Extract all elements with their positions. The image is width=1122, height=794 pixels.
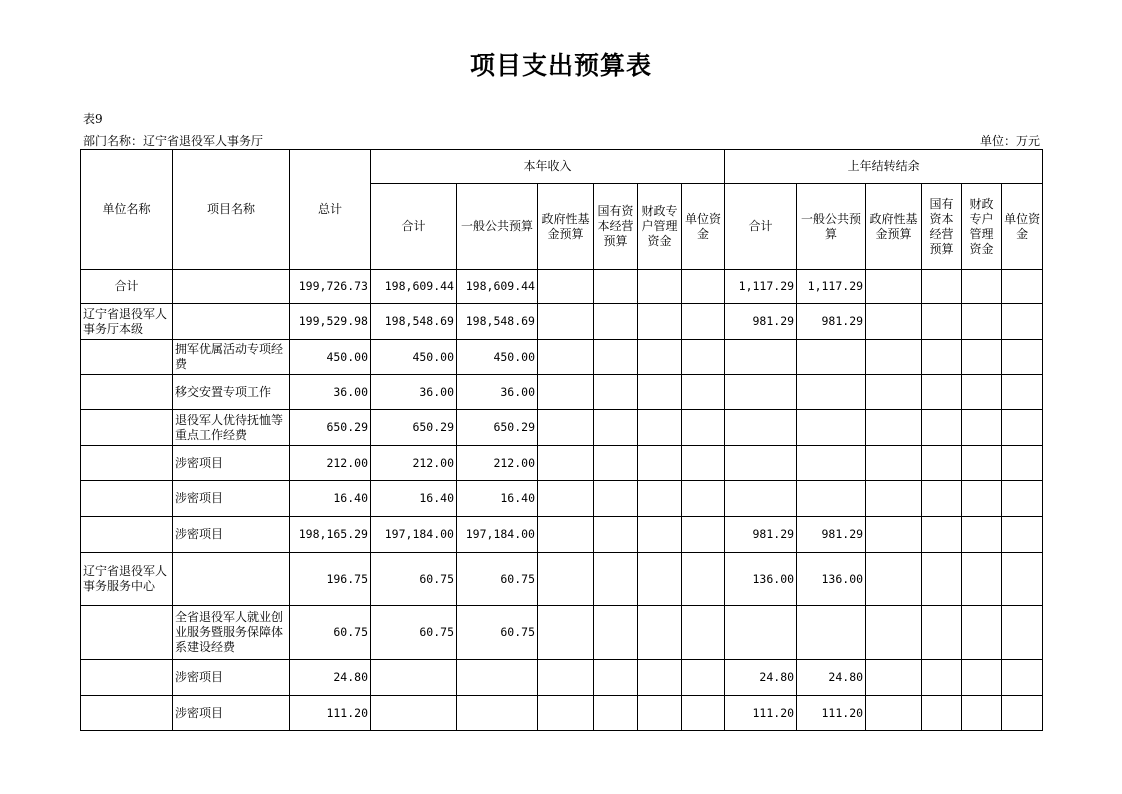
row-cy-subtotal: 36.00 xyxy=(371,375,457,410)
row-total: 196.75 xyxy=(290,553,371,606)
row-py-gov-fund xyxy=(866,304,922,340)
table-row xyxy=(81,446,1043,481)
header-py-state-capital: 国有资本经营预算 xyxy=(922,184,962,270)
row-cy-fiscal-special xyxy=(638,446,682,481)
row-py-state-capital xyxy=(922,270,962,304)
row-cy-gov-fund xyxy=(538,446,594,481)
row-cy-fiscal-special xyxy=(638,481,682,517)
row-py-general-public xyxy=(797,410,866,446)
row-total: 24.80 xyxy=(290,660,371,696)
row-total: 199,529.98 xyxy=(290,304,371,340)
header-total: 总计 xyxy=(290,150,371,270)
header-cy-state-capital: 国有资本经营预算 xyxy=(594,184,638,270)
header-prior-year-carryover: 上年结转结余 xyxy=(725,150,1043,184)
row-cy-gov-fund xyxy=(538,517,594,553)
row-py-subtotal: 111.20 xyxy=(725,696,797,731)
row-cy-fiscal-special xyxy=(638,553,682,606)
row-cy-state-capital xyxy=(594,340,638,375)
row-cy-gov-fund xyxy=(538,606,594,660)
row-py-unit-fund xyxy=(1002,660,1043,696)
row-py-gov-fund xyxy=(866,410,922,446)
table-row xyxy=(81,304,1043,340)
row-py-fiscal-special xyxy=(962,446,1002,481)
row-cy-gov-fund xyxy=(538,553,594,606)
row-project-name: 全省退役军人就业创业服务暨服务保障体系建设经费 xyxy=(173,606,290,660)
row-py-fiscal-special xyxy=(962,606,1002,660)
row-cy-subtotal: 650.29 xyxy=(371,410,457,446)
row-cy-general-public: 197,184.00 xyxy=(457,517,538,553)
header-current-year-income: 本年收入 xyxy=(371,150,725,184)
header-cy-general-public: 一般公共预算 xyxy=(457,184,538,270)
row-cy-subtotal xyxy=(371,660,457,696)
row-py-state-capital xyxy=(922,375,962,410)
row-py-unit-fund xyxy=(1002,340,1043,375)
row-cy-general-public: 16.40 xyxy=(457,481,538,517)
row-cy-general-public: 450.00 xyxy=(457,340,538,375)
row-py-general-public xyxy=(797,606,866,660)
row-project-name: 涉密项目 xyxy=(173,446,290,481)
row-cy-gov-fund xyxy=(538,304,594,340)
table-row xyxy=(81,517,1043,553)
row-py-unit-fund xyxy=(1002,696,1043,731)
row-cy-fiscal-special xyxy=(638,606,682,660)
row-cy-fiscal-special xyxy=(638,270,682,304)
row-project-name: 拥军优属活动专项经费 xyxy=(173,340,290,375)
header-cy-unit-fund: 单位资金 xyxy=(682,184,725,270)
row-cy-unit-fund xyxy=(682,270,725,304)
row-cy-general-public: 198,548.69 xyxy=(457,304,538,340)
row-total: 650.29 xyxy=(290,410,371,446)
row-py-unit-fund xyxy=(1002,553,1043,606)
row-cy-fiscal-special xyxy=(638,410,682,446)
row-py-fiscal-special xyxy=(962,340,1002,375)
table-row xyxy=(81,553,1043,606)
row-py-state-capital xyxy=(922,446,962,481)
table-row xyxy=(81,481,1043,517)
row-py-fiscal-special xyxy=(962,660,1002,696)
header-project-name: 项目名称 xyxy=(173,150,290,270)
row-py-subtotal: 24.80 xyxy=(725,660,797,696)
row-py-fiscal-special xyxy=(962,696,1002,731)
header-py-subtotal: 合计 xyxy=(725,184,797,270)
header-py-unit-fund: 单位资金 xyxy=(1002,184,1043,270)
row-cy-general-public xyxy=(457,696,538,731)
header-py-general-public: 一般公共预算 xyxy=(797,184,866,270)
row-cy-unit-fund xyxy=(682,375,725,410)
row-py-fiscal-special xyxy=(962,481,1002,517)
header-py-gov-fund: 政府性基金预算 xyxy=(866,184,922,270)
row-py-subtotal: 981.29 xyxy=(725,517,797,553)
row-cy-fiscal-special xyxy=(638,517,682,553)
row-py-general-public xyxy=(797,340,866,375)
header-unit-name: 单位名称 xyxy=(81,150,173,270)
row-cy-state-capital xyxy=(594,446,638,481)
row-cy-gov-fund xyxy=(538,270,594,304)
row-total: 16.40 xyxy=(290,481,371,517)
row-cy-subtotal: 60.75 xyxy=(371,553,457,606)
row-py-unit-fund xyxy=(1002,304,1043,340)
row-py-subtotal xyxy=(725,481,797,517)
row-cy-state-capital xyxy=(594,660,638,696)
row-py-fiscal-special xyxy=(962,375,1002,410)
row-cy-state-capital xyxy=(594,696,638,731)
row-py-gov-fund xyxy=(866,660,922,696)
row-cy-unit-fund xyxy=(682,304,725,340)
row-py-state-capital xyxy=(922,553,962,606)
row-cy-subtotal: 450.00 xyxy=(371,340,457,375)
table-row xyxy=(81,696,1043,731)
row-py-fiscal-special xyxy=(962,517,1002,553)
row-cy-unit-fund xyxy=(682,553,725,606)
header-cy-subtotal: 合计 xyxy=(371,184,457,270)
row-unit-name xyxy=(81,375,173,410)
row-unit-name xyxy=(81,606,173,660)
row-py-gov-fund xyxy=(866,446,922,481)
row-cy-unit-fund xyxy=(682,660,725,696)
row-py-fiscal-special xyxy=(962,304,1002,340)
row-total: 199,726.73 xyxy=(290,270,371,304)
row-py-unit-fund xyxy=(1002,270,1043,304)
row-py-state-capital xyxy=(922,660,962,696)
row-total: 212.00 xyxy=(290,446,371,481)
row-py-gov-fund xyxy=(866,606,922,660)
row-py-unit-fund xyxy=(1002,517,1043,553)
row-py-general-public: 24.80 xyxy=(797,660,866,696)
row-py-fiscal-special xyxy=(962,410,1002,446)
row-cy-unit-fund xyxy=(682,606,725,660)
row-total: 36.00 xyxy=(290,375,371,410)
row-unit-name xyxy=(81,696,173,731)
row-project-name: 涉密项目 xyxy=(173,481,290,517)
row-cy-unit-fund xyxy=(682,517,725,553)
row-py-general-public: 136.00 xyxy=(797,553,866,606)
row-py-state-capital xyxy=(922,517,962,553)
row-unit-name xyxy=(81,340,173,375)
row-cy-general-public: 212.00 xyxy=(457,446,538,481)
row-project-name: 涉密项目 xyxy=(173,517,290,553)
table-row xyxy=(81,375,1043,410)
row-py-subtotal xyxy=(725,446,797,481)
row-unit-name xyxy=(81,660,173,696)
row-py-subtotal: 1,117.29 xyxy=(725,270,797,304)
row-cy-state-capital xyxy=(594,481,638,517)
row-py-gov-fund xyxy=(866,375,922,410)
table-row xyxy=(81,660,1043,696)
row-py-subtotal: 981.29 xyxy=(725,304,797,340)
row-cy-state-capital xyxy=(594,606,638,660)
row-cy-state-capital xyxy=(594,410,638,446)
row-py-general-public: 981.29 xyxy=(797,517,866,553)
budget-table xyxy=(80,149,1043,731)
row-cy-general-public xyxy=(457,660,538,696)
row-py-general-public xyxy=(797,446,866,481)
row-cy-gov-fund xyxy=(538,410,594,446)
row-py-general-public: 111.20 xyxy=(797,696,866,731)
row-unit-name xyxy=(81,481,173,517)
row-py-gov-fund xyxy=(866,517,922,553)
row-unit-name xyxy=(81,446,173,481)
row-cy-state-capital xyxy=(594,270,638,304)
table-row xyxy=(81,606,1043,660)
row-py-subtotal xyxy=(725,340,797,375)
row-py-fiscal-special xyxy=(962,553,1002,606)
row-cy-general-public: 198,609.44 xyxy=(457,270,538,304)
table-number: 表9 xyxy=(83,112,103,126)
row-cy-fiscal-special xyxy=(638,340,682,375)
row-py-unit-fund xyxy=(1002,375,1043,410)
row-cy-general-public: 60.75 xyxy=(457,553,538,606)
row-py-general-public: 981.29 xyxy=(797,304,866,340)
row-cy-gov-fund xyxy=(538,481,594,517)
row-py-subtotal: 136.00 xyxy=(725,553,797,606)
row-py-state-capital xyxy=(922,606,962,660)
row-unit-name: 合计 xyxy=(81,270,173,304)
row-unit-name: 辽宁省退役军人事务厅本级 xyxy=(81,304,173,340)
row-py-unit-fund xyxy=(1002,410,1043,446)
header-py-fiscal-special: 财政专户管理资金 xyxy=(962,184,1002,270)
row-cy-fiscal-special xyxy=(638,375,682,410)
row-project-name: 涉密项目 xyxy=(173,696,290,731)
row-py-general-public: 1,117.29 xyxy=(797,270,866,304)
page-title: 项目支出预算表 xyxy=(469,51,652,80)
department-name: 部门名称：辽宁省退役军人事务厅 xyxy=(83,134,264,148)
row-cy-gov-fund xyxy=(538,375,594,410)
row-cy-subtotal: 16.40 xyxy=(371,481,457,517)
row-total: 111.20 xyxy=(290,696,371,731)
table-row xyxy=(81,340,1043,375)
row-py-general-public xyxy=(797,375,866,410)
row-cy-unit-fund xyxy=(682,696,725,731)
row-py-gov-fund xyxy=(866,270,922,304)
unit-label: 单位：万元 xyxy=(979,134,1040,148)
row-total: 198,165.29 xyxy=(290,517,371,553)
row-cy-fiscal-special xyxy=(638,696,682,731)
row-py-unit-fund xyxy=(1002,481,1043,517)
row-cy-general-public: 36.00 xyxy=(457,375,538,410)
row-cy-unit-fund xyxy=(682,481,725,517)
row-cy-state-capital xyxy=(594,304,638,340)
row-py-state-capital xyxy=(922,410,962,446)
row-cy-fiscal-special xyxy=(638,304,682,340)
row-project-name xyxy=(173,553,290,606)
row-cy-subtotal xyxy=(371,696,457,731)
header-cy-gov-fund: 政府性基金预算 xyxy=(538,184,594,270)
row-cy-gov-fund xyxy=(538,696,594,731)
row-py-unit-fund xyxy=(1002,606,1043,660)
row-unit-name xyxy=(81,410,173,446)
row-py-subtotal xyxy=(725,606,797,660)
header-cy-fiscal-special: 财政专户管理资金 xyxy=(638,184,682,270)
row-py-state-capital xyxy=(922,481,962,517)
row-cy-gov-fund xyxy=(538,660,594,696)
row-py-gov-fund xyxy=(866,340,922,375)
row-py-subtotal xyxy=(725,375,797,410)
row-project-name xyxy=(173,304,290,340)
row-cy-subtotal: 60.75 xyxy=(371,606,457,660)
row-cy-unit-fund xyxy=(682,340,725,375)
row-unit-name xyxy=(81,517,173,553)
row-project-name xyxy=(173,270,290,304)
row-total: 60.75 xyxy=(290,606,371,660)
row-cy-gov-fund xyxy=(538,340,594,375)
row-unit-name: 辽宁省退役军人事务服务中心 xyxy=(81,553,173,606)
row-py-gov-fund xyxy=(866,481,922,517)
row-py-fiscal-special xyxy=(962,270,1002,304)
row-total: 450.00 xyxy=(290,340,371,375)
row-cy-subtotal: 198,548.69 xyxy=(371,304,457,340)
row-py-general-public xyxy=(797,481,866,517)
table-row xyxy=(81,270,1043,304)
row-cy-state-capital xyxy=(594,517,638,553)
row-cy-general-public: 650.29 xyxy=(457,410,538,446)
row-cy-state-capital xyxy=(594,375,638,410)
row-project-name: 退役军人优待抚恤等重点工作经费 xyxy=(173,410,290,446)
row-py-gov-fund xyxy=(866,553,922,606)
row-cy-unit-fund xyxy=(682,446,725,481)
table-row xyxy=(81,410,1043,446)
row-project-name: 移交安置专项工作 xyxy=(173,375,290,410)
row-cy-state-capital xyxy=(594,553,638,606)
row-cy-general-public: 60.75 xyxy=(457,606,538,660)
row-py-state-capital xyxy=(922,304,962,340)
row-py-unit-fund xyxy=(1002,446,1043,481)
row-cy-subtotal: 197,184.00 xyxy=(371,517,457,553)
row-project-name: 涉密项目 xyxy=(173,660,290,696)
row-cy-subtotal: 212.00 xyxy=(371,446,457,481)
row-py-state-capital xyxy=(922,696,962,731)
row-cy-unit-fund xyxy=(682,410,725,446)
row-py-gov-fund xyxy=(866,696,922,731)
row-cy-fiscal-special xyxy=(638,660,682,696)
row-cy-subtotal: 198,609.44 xyxy=(371,270,457,304)
row-py-subtotal xyxy=(725,410,797,446)
row-py-state-capital xyxy=(922,340,962,375)
